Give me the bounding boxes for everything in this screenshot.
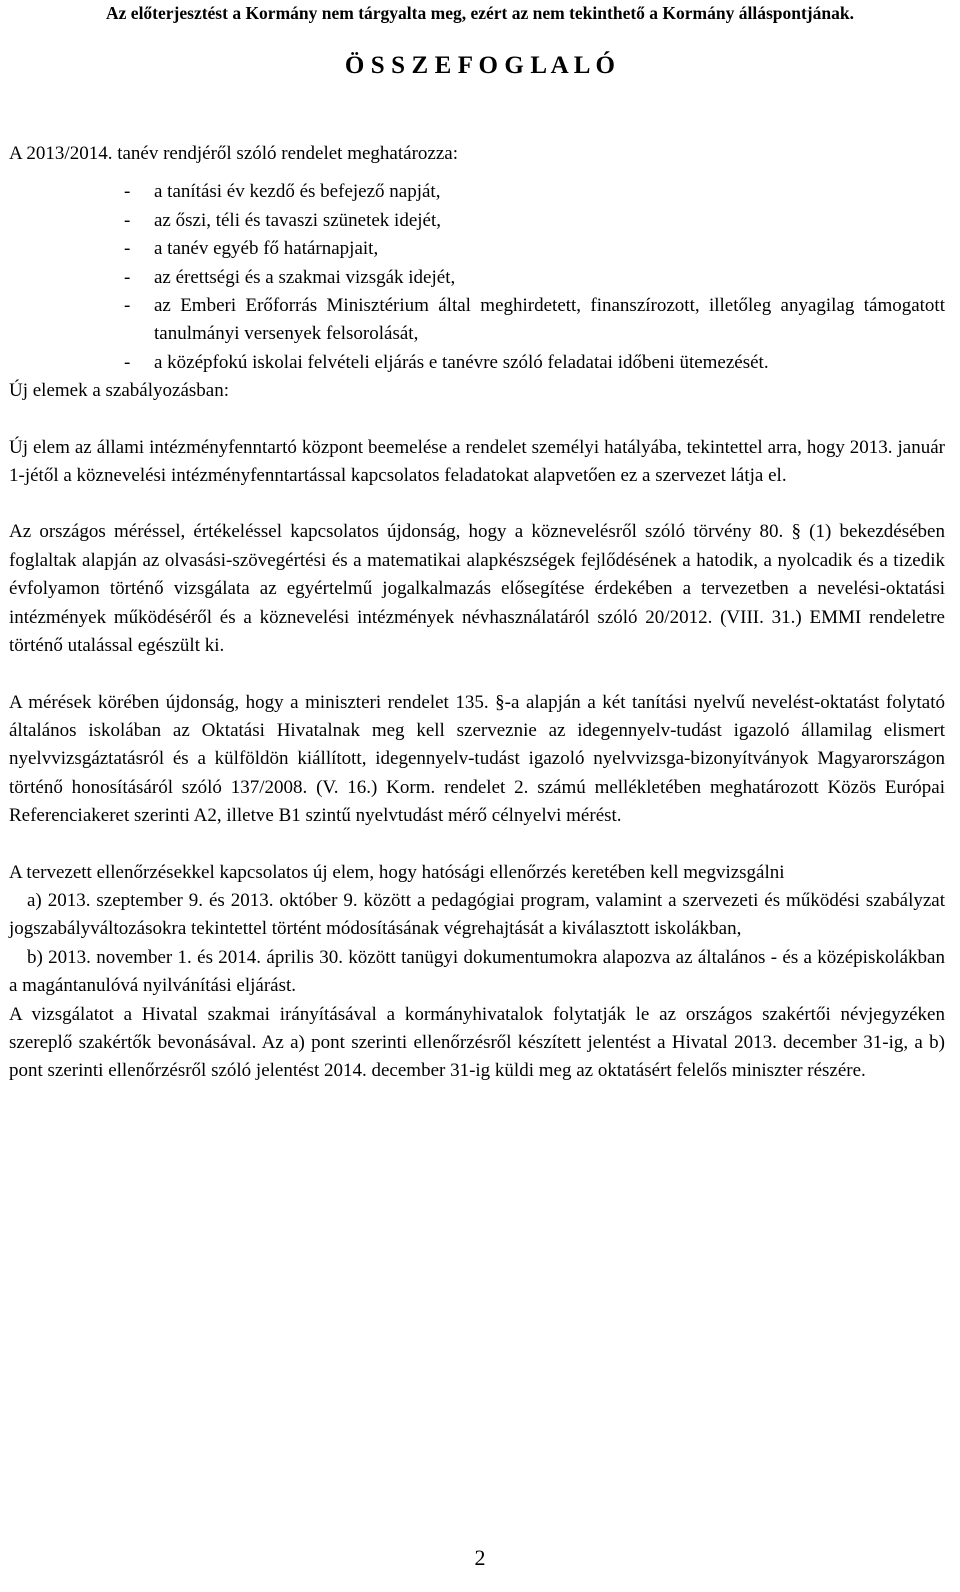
dash-marker: - — [124, 209, 131, 231]
paragraph-new-element: Új elem az állami intézményfenntartó központ beemelése a rendelet személyi hatályába, tekintettel arra, hogy 2013. január 1-jétől a köznevelési intézményfenntartással kapcsolatos feladatokat alapvetően ez a szervezet látja el. — [9, 436, 945, 487]
list-item-text: a tanév egyéb fő határnapjait, — [154, 238, 379, 260]
list-item — [9, 292, 945, 349]
paragraph-measurements: A mérések körében újdonság, hogy a miniszteri rendelet 135. §-a alapján a két tanítási nyelvű nevelést-oktatást folytató általános iskolában az Oktatási Hivatalnak meg kell szerveznie az idegennyelv-tudást igazoló államilag elismert nyelvvizsgáztatásról és a külföldön kiállított, idegennyelv-tudást igazoló nyelvvizsga-bizonyítványok Magyarországon történő honosításáról szóló 137/2008. (V. 16.) Korm. rendelet 2. számú mellékletében meghatározott Közös Európai Referenciakeret szerinti A2, illetve B1 szintű nyelvtudást mérő célnyelvi mérést. — [9, 691, 945, 827]
list-item — [9, 349, 945, 377]
paragraph-national-assessment: Az országos méréssel, értékeléssel kapcsolatos újdonság, hogy a köznevelésről szóló törvény 80. § (1) bekezdésében foglaltak alapján az olvasási-szövegértési és a matematikai alapkészségek fejlődésének a hatodik, a nyolcadik és a tizedik évfolyamon történő vizsgálata az egyértelmű jogalkalmazás elősegítése érdekében a tervezetben a nevelési-oktatási intézmények működéséről és a köznevelési intézmények névhasználatáról szóló 20/2012. (VIII. 31.) EMMI rendeletre történő utalással egészült ki. — [9, 521, 945, 657]
list-item-text: az őszi, téli és tavaszi szünetek idejét, — [154, 209, 441, 231]
dash-marker: - — [124, 295, 131, 317]
document-body — [9, 140, 945, 1086]
list-item-text: az Emberi Erőforrás Minisztérium által meghirdetett, finanszírozott, illetőleg anyagilag támogatott tanulmányi versenyek felsorolását, — [154, 295, 945, 345]
dash-marker: - — [124, 266, 131, 288]
dash-marker: - — [124, 181, 131, 203]
subheading: Új elemek a szabályozásban: — [9, 380, 229, 402]
inspection-item-b: b) 2013. november 1. és 2014. április 30. között tanügyi dokumentumokra alapozva az általános - és a középiskolákban a magántanulóvá nyilvánítási eljárást. — [9, 946, 945, 997]
list-item — [9, 264, 945, 292]
list-item — [9, 178, 945, 206]
list-item-text: a tanítási év kezdő és befejező napját, — [154, 181, 441, 203]
page-number: 2 — [474, 1545, 486, 1570]
dash-marker: - — [124, 238, 131, 260]
dash-marker: - — [124, 351, 131, 373]
inspection-item-a: a) 2013. szeptember 9. és 2013. október 9. között a pedagógiai program, valamint a szervezeti és működési szabályzat jogszabályváltozásokra tekintettel történt módosításának végrehajtását a kiválasztott iskolákban, — [9, 889, 945, 940]
list-item — [9, 207, 945, 235]
provisions-list — [9, 178, 945, 377]
paragraph-closing: A vizsgálatot a Hivatal szakmai irányításával a kormányhivatalok folytatják le az országos szakértői névjegyzéken szereplő szakértők bevonásával. Az a) pont szerinti ellenőrzésről készített jelentést a Hivatal 2013. december 31-ig, a b) pont szerinti ellenőrzésről szóló jelentést 2014. december 31-ig küldi meg az oktatásért felelős miniszter részére. — [9, 1003, 945, 1082]
paragraph-inspections: A tervezett ellenőrzésekkel kapcsolatos új elem, hogy hatósági ellenőrzés keretében kell megvizsgálni — [9, 861, 785, 883]
document-title: Ö S S Z E F O G L A L Ó — [344, 52, 616, 79]
list-item — [9, 235, 945, 263]
disclaimer-header: Az előterjesztést a Kormány nem tárgyalta meg, ezért az nem tekinthető a Kormány álláspontjának. — [106, 3, 854, 23]
list-item-text: a középfokú iskolai felvételi eljárás e tanévre szóló feladatai időbeni ütemezését. — [154, 351, 769, 373]
intro-line: A 2013/2014. tanév rendjéről szóló rendelet meghatározza: — [9, 143, 458, 164]
list-item-text: az érettségi és a szakmai vizsgák idejét, — [154, 266, 456, 288]
